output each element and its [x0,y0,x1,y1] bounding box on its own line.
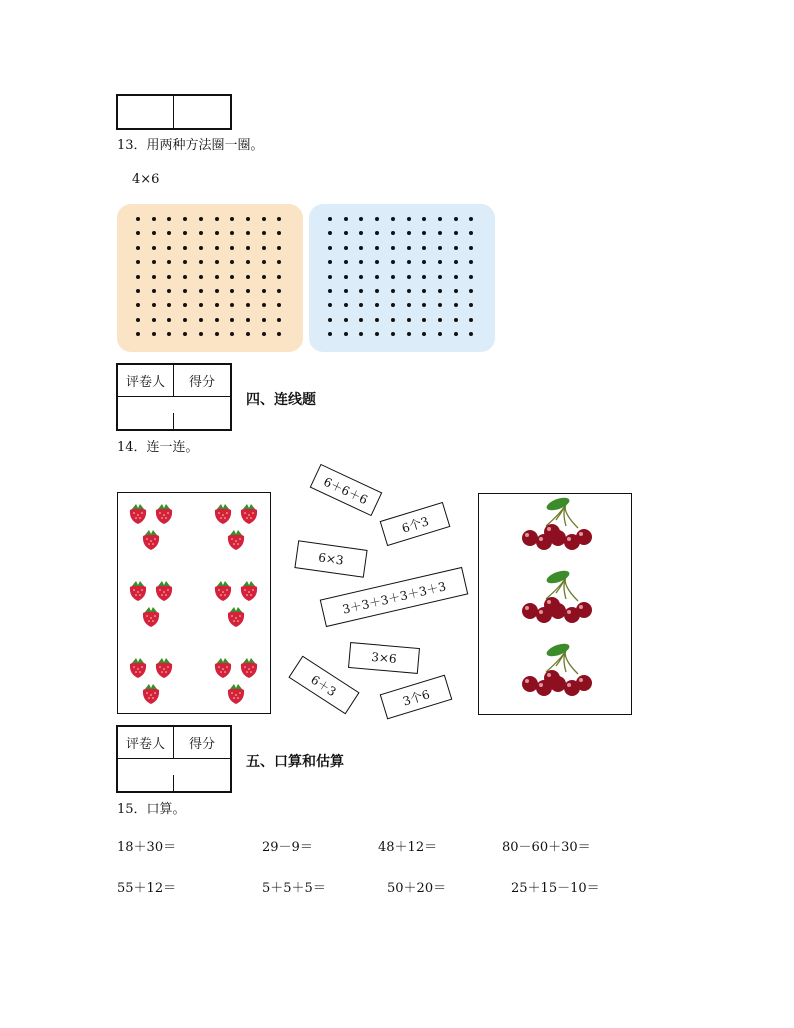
grid-dot [215,303,219,307]
grid-dot [454,275,458,279]
grid-dot [469,303,473,307]
cherry-cluster-icon [522,495,592,550]
grid-dot [454,231,458,235]
calc-item[interactable]: 25＋15－10＝ [511,881,600,896]
grid-dot [152,289,156,293]
grid-dot [215,318,219,322]
grid-dot [230,318,234,322]
card-6-times-3[interactable]: 6×3 [294,540,367,577]
grid-dot [407,303,411,307]
grid-dot [454,246,458,250]
grid-dot [136,332,140,336]
grid-dot [375,231,379,235]
grid-dot [152,260,156,264]
grid-dot [152,303,156,307]
strawberry-icon [130,581,146,601]
grid-dot [422,260,426,264]
grid-dot [262,246,266,250]
score-table-section-4 [116,363,232,431]
grid-dot [199,246,203,250]
grid-dot [262,318,266,322]
grid-dot [407,289,411,293]
grid-dot [375,289,379,293]
grid-dot [246,217,250,221]
grid-dot [391,289,395,293]
strawberry-image-box[interactable] [117,492,271,714]
grid-dot [438,217,442,221]
grid-dot [469,246,473,250]
grid-dot [277,318,281,322]
score-cell-right [174,96,230,128]
card-6-plus-6-plus-6[interactable]: 6＋6＋6 [310,464,383,516]
grid-dot [391,275,395,279]
grid-dot [277,260,281,264]
grid-dot [422,303,426,307]
grid-dot [344,217,348,221]
grid-dot [359,260,363,264]
card-3-plus-six-times[interactable]: 3＋3＋3＋3＋3＋3 [320,567,469,627]
grid-dot [422,318,426,322]
dot-grid-panel-left[interactable] [117,204,303,352]
grid-dot [391,246,395,250]
top-score-box [116,94,232,130]
question-15-label: 15．口算。 [117,802,186,817]
cherry-cluster-icon [522,568,592,623]
grid-dot [199,217,203,221]
grid-dot [359,231,363,235]
grid-dot [375,246,379,250]
grid-dot [438,303,442,307]
grid-dot [277,332,281,336]
score-table-cell-reviewer[interactable] [118,775,174,791]
grid-dot [375,332,379,336]
grid-dot [230,246,234,250]
grid-dot [230,303,234,307]
score-cell-left [118,96,174,128]
grid-dot [246,260,250,264]
grid-dot [454,318,458,322]
strawberry-illustration [118,493,272,715]
calc-item[interactable]: 55＋12＝ [117,881,177,896]
strawberry-icon [143,607,159,627]
grid-dot [407,217,411,221]
grid-dot [375,303,379,307]
score-table-cell-score[interactable] [174,413,230,429]
grid-dot [344,275,348,279]
grid-dot [407,275,411,279]
grid-dot [136,217,140,221]
strawberry-icon [228,607,244,627]
grid-dot [438,246,442,250]
grid-dot [344,303,348,307]
card-3-times-6[interactable]: 3×6 [348,642,420,674]
grid-dot [152,275,156,279]
score-table-header-reviewer: 评卷人 [118,365,174,397]
grid-dot [454,289,458,293]
strawberry-icon [156,504,172,524]
grid-dot [328,303,332,307]
grid-dot [469,332,473,336]
grid-dot [167,303,171,307]
grid-dot [344,289,348,293]
score-table-section-5 [116,725,232,793]
grid-dot [215,231,219,235]
grid-dot [438,332,442,336]
grid-dot [183,260,187,264]
grid-dot [136,303,140,307]
grid-dot [167,260,171,264]
grid-dot [438,318,442,322]
grid-dot [359,289,363,293]
grid-dot [407,231,411,235]
strawberry-icon [143,530,159,550]
grid-dot [438,231,442,235]
strawberry-icon [130,504,146,524]
grid-dot [277,231,281,235]
grid-dot [469,275,473,279]
strawberry-icon [156,658,172,678]
grid-dot [167,318,171,322]
grid-dot [328,246,332,250]
grid-dot [230,217,234,221]
grid-dot [344,231,348,235]
grid-dot [215,332,219,336]
strawberry-icon [215,504,231,524]
grid-dot [152,318,156,322]
grid-dot [277,275,281,279]
grid-dot [422,231,426,235]
grid-dot [407,318,411,322]
strawberry-icon [156,581,172,601]
grid-dot [438,260,442,264]
grid-dot [359,332,363,336]
grid-dot [391,332,395,336]
grid-dot [230,275,234,279]
grid-dot [199,303,203,307]
grid-dot [454,260,458,264]
grid-dot [136,231,140,235]
grid-dot [375,260,379,264]
grid-dot [167,231,171,235]
grid-dot [359,275,363,279]
grid-dot [199,332,203,336]
strawberry-icon [241,581,257,601]
grid-dot [422,332,426,336]
section-4-title: 四、连线题 [246,392,316,408]
calc-item[interactable]: 50＋20＝ [387,881,447,896]
grid-dot [328,231,332,235]
grid-dot [277,289,281,293]
grid-dot [167,332,171,336]
grid-dot [262,303,266,307]
strawberry-icon [228,684,244,704]
grid-dot [246,231,250,235]
grid-dot [183,303,187,307]
grid-dot [246,246,250,250]
grid-dot [167,217,171,221]
strawberry-icon [130,658,146,678]
grid-dot [454,303,458,307]
calc-item[interactable]: 18＋30＝ [117,840,177,855]
grid-dot [469,231,473,235]
strawberry-icon [241,504,257,524]
grid-dot [454,217,458,221]
grid-dot [183,318,187,322]
grid-dot [246,303,250,307]
grid-dot [199,260,203,264]
grid-dot [469,260,473,264]
grid-dot [328,332,332,336]
grid-dot [136,246,140,250]
grid-dot [262,217,266,221]
grid-dot [262,332,266,336]
grid-dot [136,289,140,293]
grid-dot [152,246,156,250]
calc-item[interactable]: 80－60＋30＝ [502,840,591,855]
strawberry-icon [228,530,244,550]
grid-dot [215,260,219,264]
grid-dot [199,231,203,235]
grid-dot [407,246,411,250]
section-5-title: 五、口算和估算 [246,754,344,770]
grid-dot [375,275,379,279]
score-table-header-score: 得分 [174,365,230,397]
grid-dot [262,289,266,293]
grid-dot [167,289,171,293]
grid-dot [328,260,332,264]
grid-dot [246,275,250,279]
grid-dot [183,246,187,250]
grid-dot [407,260,411,264]
grid-dot [215,246,219,250]
grid-dot [136,318,140,322]
grid-dot [391,303,395,307]
grid-dot [215,289,219,293]
grid-dot [262,275,266,279]
grid-dot [391,217,395,221]
grid-dot [438,289,442,293]
grid-dot [277,303,281,307]
grid-dot [277,217,281,221]
score-table-header-reviewer: 评卷人 [118,727,174,759]
grid-dot [391,318,395,322]
grid-dot [152,332,156,336]
strawberry-icon [241,658,257,678]
grid-dot [469,289,473,293]
grid-dot [230,231,234,235]
card-3-ge-6[interactable]: 3个6 [380,675,453,720]
grid-dot [328,318,332,322]
strawberry-icon [215,658,231,678]
grid-dot [328,289,332,293]
strawberry-icon [215,581,231,601]
grid-dot [246,318,250,322]
grid-dot [469,217,473,221]
grid-dot [344,246,348,250]
dot-grid-panel-right[interactable] [309,204,495,352]
grid-dot [438,275,442,279]
grid-dot [391,231,395,235]
question-13-expression: 4×6 [132,172,160,187]
grid-dot [199,289,203,293]
grid-dot [359,246,363,250]
grid-dot [422,217,426,221]
score-table-cell-score[interactable] [174,775,230,791]
cherry-image-box[interactable] [478,493,632,715]
grid-dot [183,332,187,336]
grid-dot [375,217,379,221]
grid-dot [183,289,187,293]
grid-dot [359,318,363,322]
card-6-ge-3[interactable]: 6个3 [380,502,451,546]
grid-dot [328,275,332,279]
grid-dot [199,275,203,279]
grid-dot [359,217,363,221]
grid-dot [199,318,203,322]
question-14-label: 14．连一连。 [117,440,199,455]
grid-dot [136,275,140,279]
grid-dot [422,275,426,279]
grid-dot [454,332,458,336]
grid-dot [246,289,250,293]
grid-dot [328,217,332,221]
grid-dot [391,260,395,264]
grid-dot [344,318,348,322]
grid-dot [183,217,187,221]
grid-dot [136,260,140,264]
grid-dot [422,289,426,293]
grid-dot [230,260,234,264]
grid-dot [230,289,234,293]
grid-dot [167,246,171,250]
calc-item[interactable]: 29－9＝ [262,840,313,855]
grid-dot [344,260,348,264]
grid-dot [277,246,281,250]
card-6-plus-3[interactable]: 6＋3 [288,656,359,715]
calc-item[interactable]: 5＋5＋5＝ [262,881,326,896]
grid-dot [152,231,156,235]
grid-dot [375,318,379,322]
grid-dot [183,275,187,279]
question-13-label: 13．用两种方法圈一圈。 [117,138,264,153]
grid-dot [230,332,234,336]
grid-dot [422,246,426,250]
grid-dot [359,303,363,307]
score-table-cell-reviewer[interactable] [118,413,174,429]
grid-dot [246,332,250,336]
calc-item[interactable]: 48＋12＝ [378,840,438,855]
grid-dot [344,332,348,336]
strawberry-icon [143,684,159,704]
grid-dot [152,217,156,221]
grid-dot [183,231,187,235]
cherry-illustration [479,494,633,716]
grid-dot [167,275,171,279]
grid-dot [407,332,411,336]
grid-dot [215,217,219,221]
score-table-header-score: 得分 [174,727,230,759]
grid-dot [262,231,266,235]
grid-dot [262,260,266,264]
grid-dot [215,275,219,279]
grid-dot [469,318,473,322]
cherry-cluster-icon [522,641,592,696]
